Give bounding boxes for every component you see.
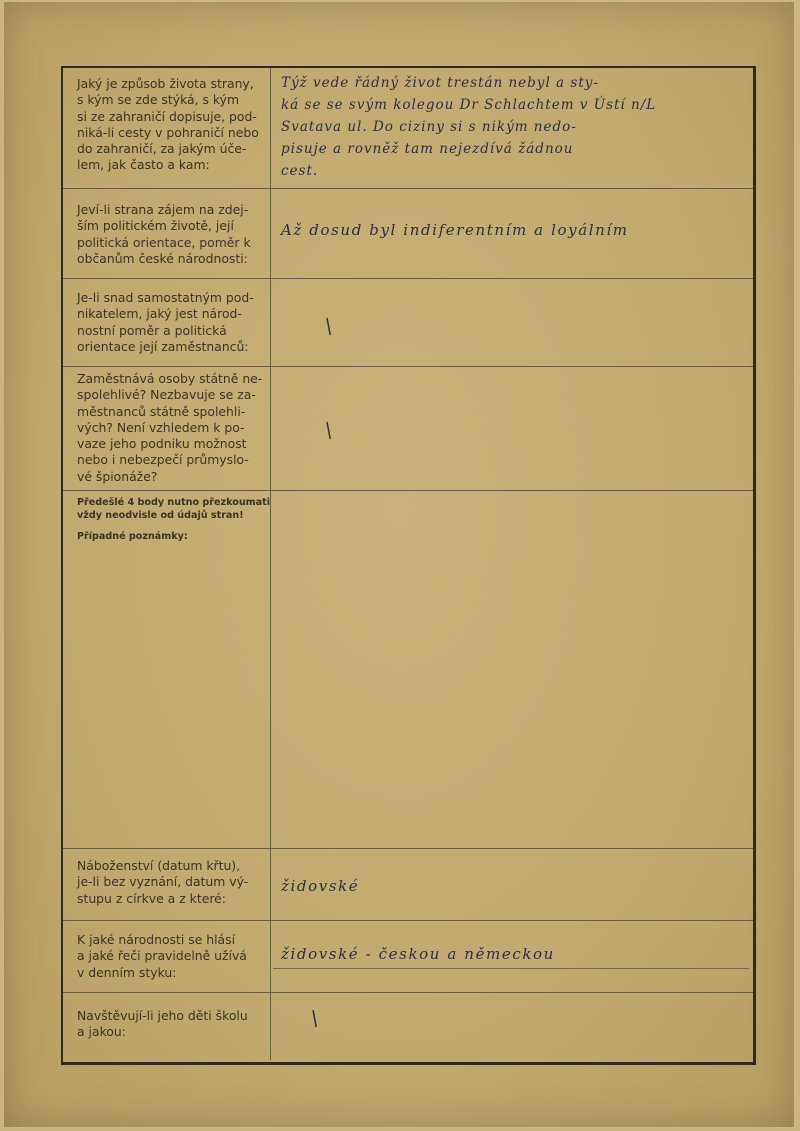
answer-nationality: židovské - českou a německou [281,945,555,963]
answer-employees: / [319,417,337,443]
form-sheet [4,2,794,1127]
row-entrepreneur [63,278,753,367]
column-divider [270,188,271,278]
row-notes [63,490,753,849]
question-children-school: Navštěvují-li jeho děti školu a jakou: [77,1008,248,1040]
column-divider [270,920,271,992]
verification-note: Předešlé 4 body nutno přezkoumati vždy neodvisle od údajů stran! [77,497,271,521]
answer-entrepreneur: / [319,313,337,339]
answer-religion: židovské [281,877,360,895]
question-employees: Zaměstnává osoby státně ne- spolehlivé? Nezbavuje se za- městnanců státně spolehli- vých? Není vzhledem k po- vaze jeho podniku možnost nebo i nebezpečí průmyslo- vé špionáže? [77,371,263,484]
row-religion [63,848,753,921]
row-children-school [63,992,753,1060]
answer-children-school: / [305,1005,323,1031]
ruled-line [273,968,749,969]
column-divider [270,68,271,188]
row-employees [63,366,753,491]
column-divider [270,490,271,848]
answer-political-interest: Až dosud byl indiferentním a loyálním [281,221,629,239]
question-religion: Náboženství (datum křtu), je-li bez vyznání, datum vý- stupu z církve a z které: [77,858,249,906]
question-nationality: K jaké národnosti se hlásí a jaké řeči pravidelně užívá v denním styku: [77,932,247,980]
questionnaire-table [61,66,756,1065]
question-political-interest: Jeví-li strana zájem na zdej- ším politickém životě, její politická orientace, poměr k občanům české národnosti: [77,202,251,266]
column-divider [270,848,271,920]
answer-way-of-life: Týž vede řádný život trestán nebyl a sty- ká se se svým kolegou Dr Schlachtem v Ústí n/L Svatava ul. Do ciziny si s nikým nedo- pisuje a rovněž tam nejezdívá žádnou cest. [281,75,657,179]
question-way-of-life: Jaký je způsob života strany, s kým se zde stýká, s kým si ze zahraničí dopisuje, pod- niká-li cesty v pohraničí nebo do zahraničí, za jakým úče- lem, jak často a kam: [77,76,259,173]
column-divider [270,278,271,366]
row-political-interest [63,188,753,279]
notes-label: Případné poznámky: [77,531,188,542]
row-way-of-life [63,68,753,189]
question-entrepreneur: Je-li snad samostatným pod- nikatelem, jaký jest národ- nostní poměr a politická orientace její zaměstnanců: [77,290,254,354]
row-nationality [63,920,753,993]
column-divider [270,366,271,490]
column-divider [270,992,271,1060]
